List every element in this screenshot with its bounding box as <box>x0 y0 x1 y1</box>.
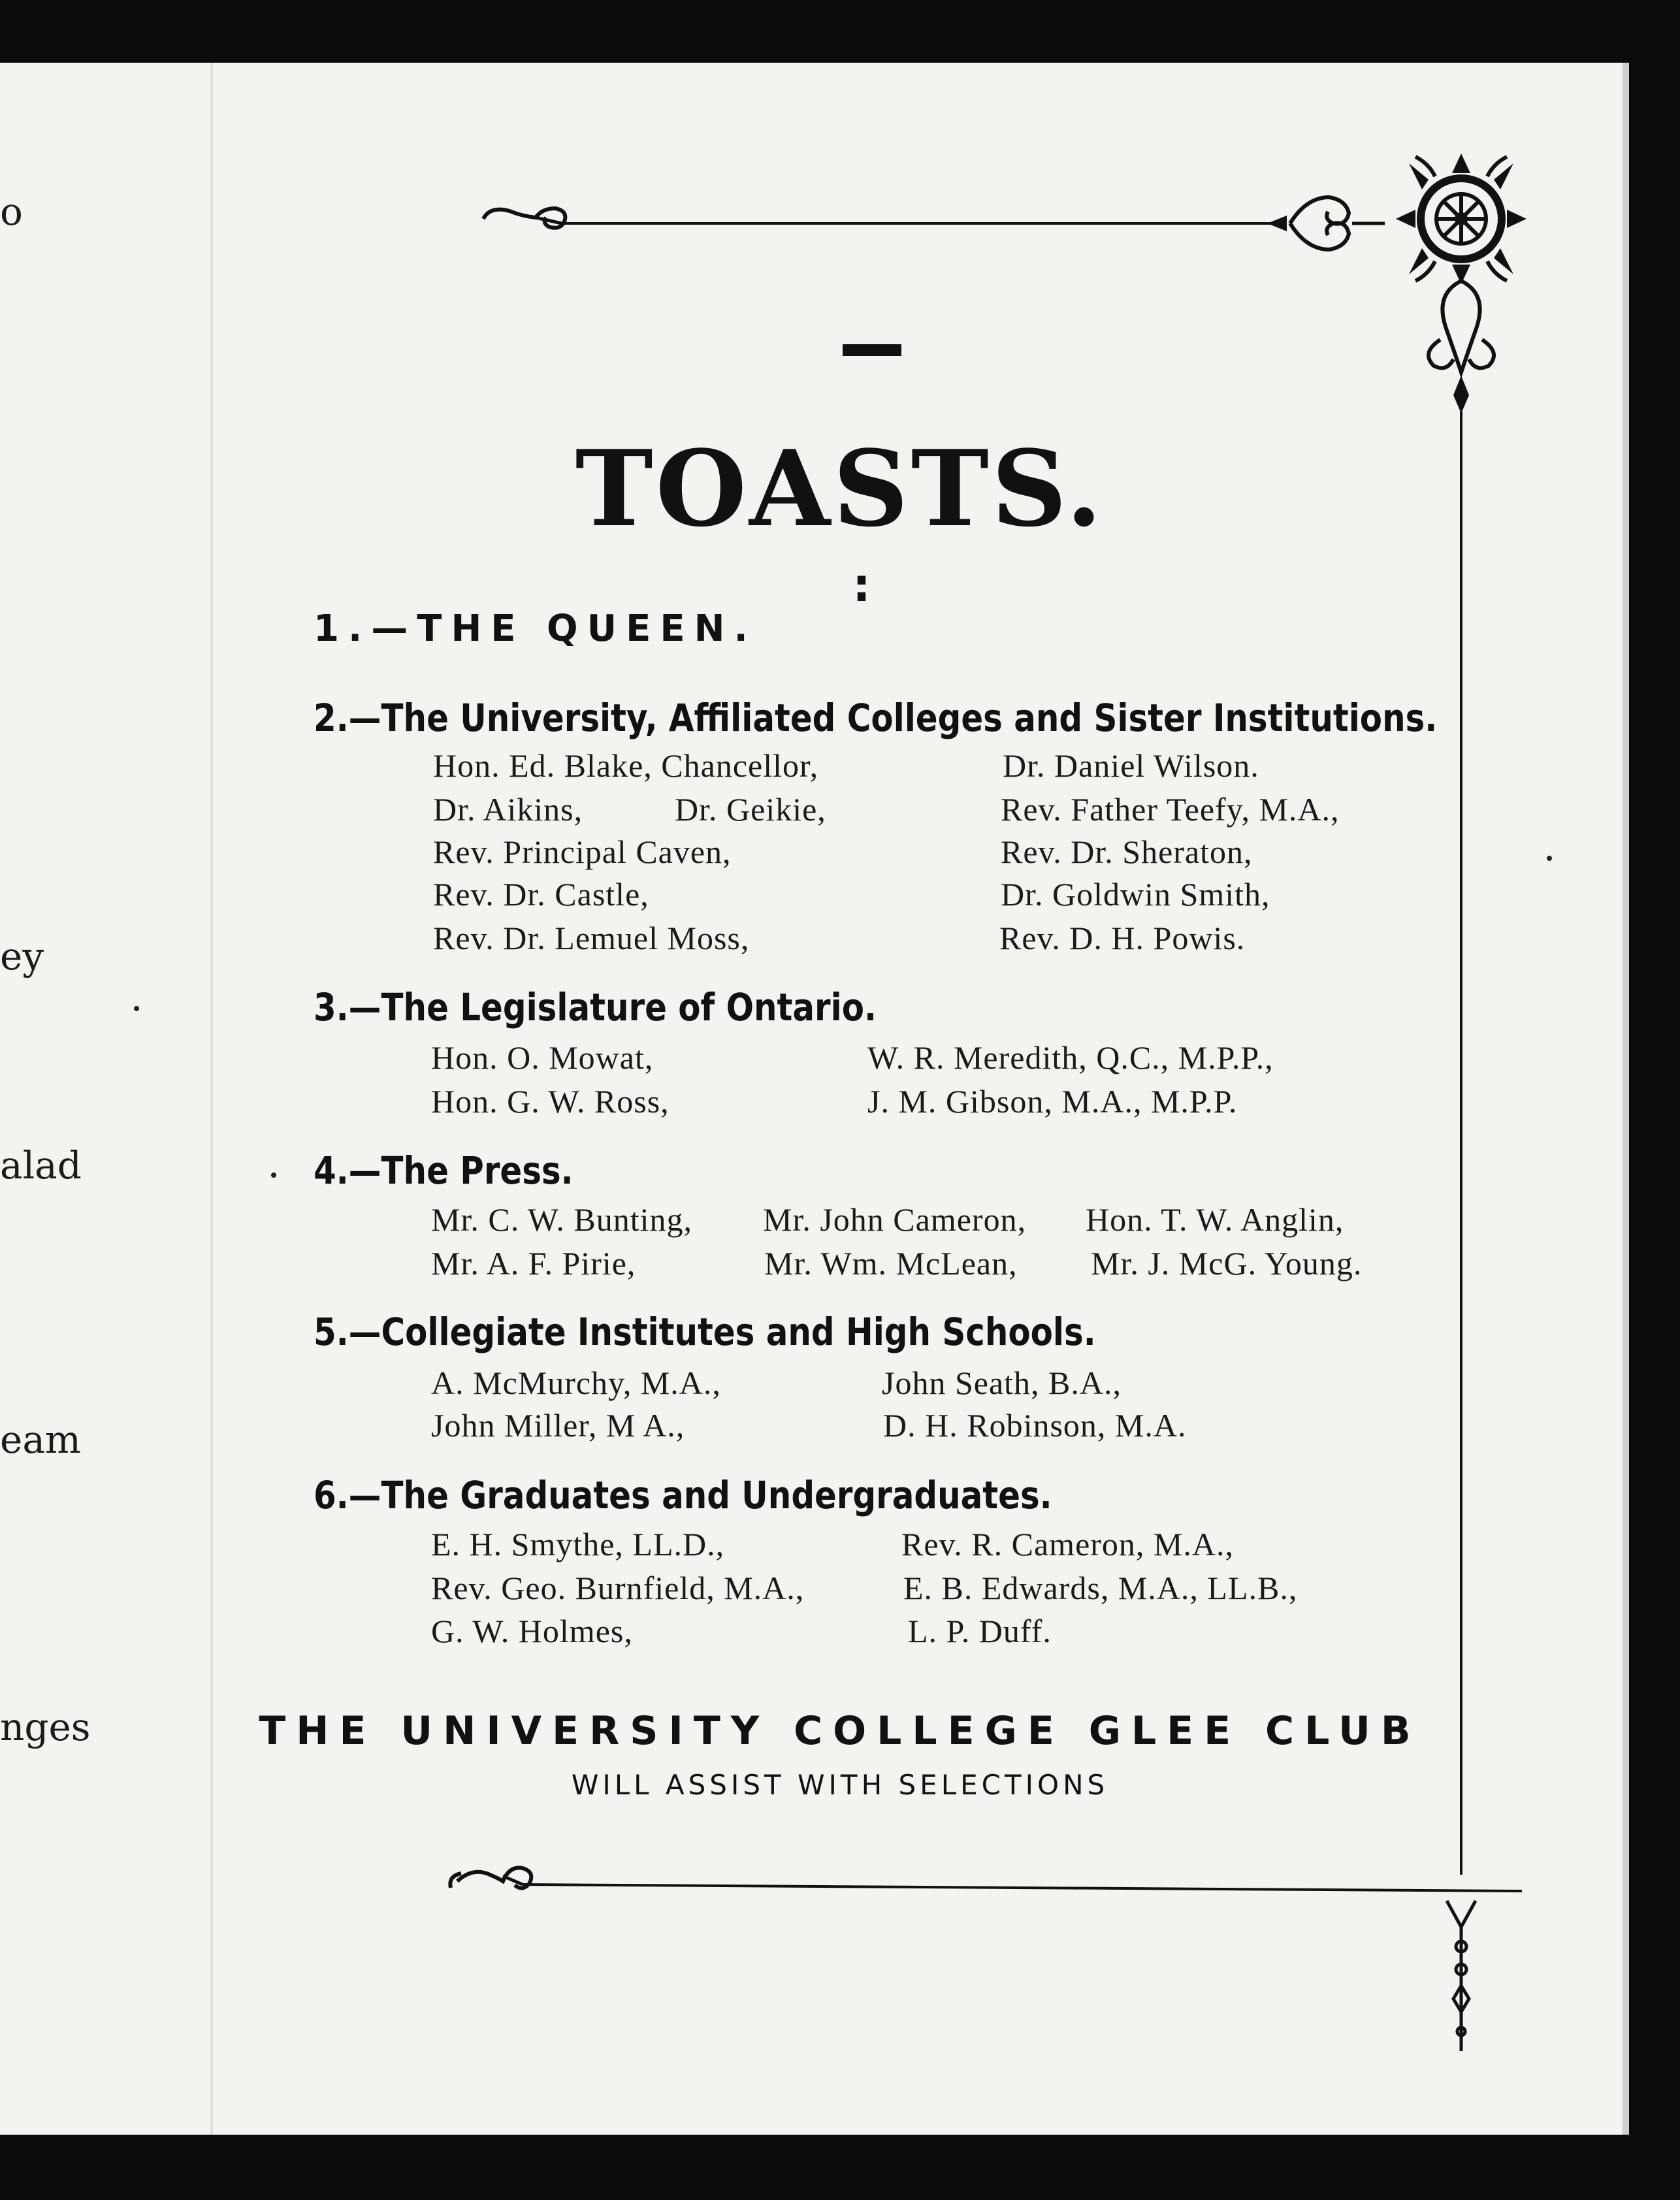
toast-person: A. McMurchy, M.A., <box>431 1365 721 1401</box>
title-text: TOASTS. <box>575 427 1105 550</box>
decorative-colon: : <box>852 558 871 612</box>
toast-person: E. H. Smythe, LL.D., <box>431 1526 725 1562</box>
toast-person: L. P. Duff. <box>908 1613 1052 1649</box>
toast-person: Mr. J. McG. Young. <box>1091 1245 1363 1282</box>
toast-person: Mr. C. W. Bunting, <box>431 1201 693 1238</box>
left-page-fragment: eam <box>0 1417 81 1462</box>
page-title <box>0 427 1680 550</box>
toast-person: W. R. Meredith, Q.C., M.P.P., <box>867 1039 1274 1076</box>
toast-person: J. M. Gibson, M.A., M.P.P. <box>867 1083 1238 1120</box>
toast-person: Mr. Wm. McLean, <box>764 1245 1018 1282</box>
toast-person: Dr. Aikins, <box>433 791 583 828</box>
toast-person: Mr. John Cameron, <box>763 1201 1027 1238</box>
left-page-fragment: o <box>0 189 23 234</box>
toast-person: Rev. Dr. Sheraton, <box>1001 833 1253 870</box>
toast-person: D. H. Robinson, M.A. <box>883 1407 1187 1444</box>
toast-heading-4: 4.—The Press. <box>314 1148 573 1193</box>
toast-person: Mr. A. F. Pirie, <box>431 1245 636 1282</box>
toast-heading-3: 3.—The Legislature of Ontario. <box>314 985 877 1029</box>
toast-person: Hon. T. W. Anglin, <box>1086 1201 1344 1238</box>
toast-person: Dr. Daniel Wilson. <box>1003 747 1259 784</box>
toast-person: John Miller, M A., <box>431 1407 685 1444</box>
toast-heading-6: 6.—The Graduates and Undergraduates. <box>314 1473 1052 1517</box>
left-page-fragment: alad <box>0 1143 82 1188</box>
toast-person: Rev. Father Teefy, M.A., <box>1001 791 1340 828</box>
toast-person: Hon. O. Mowat, <box>431 1039 654 1076</box>
toast-person: Rev. Dr. Castle, <box>433 876 649 913</box>
toast-person: Rev. Geo. Burnfield, M.A., <box>431 1570 805 1606</box>
toast-heading-1: 1.—THE QUEEN. <box>314 607 757 650</box>
toast-person: Rev. R. Cameron, M.A., <box>901 1526 1234 1562</box>
toast-heading-5: 5.—Collegiate Institutes and High Schools. <box>314 1310 1096 1354</box>
toast-person: Hon. Ed. Blake, Chancellor, <box>433 747 819 784</box>
toast-person: G. W. Holmes, <box>431 1613 633 1649</box>
toast-person: Hon. G. W. Ross, <box>431 1083 670 1120</box>
toast-person: Rev. Dr. Lemuel Moss, <box>433 920 750 956</box>
glee-club-line: THE UNIVERSITY COLLEGE GLEE CLUB <box>259 1708 1421 1754</box>
toast-person: John Seath, B.A., <box>882 1365 1122 1401</box>
toast-person: Rev. Principal Caven, <box>433 833 732 870</box>
toast-person: Rev. D. H. Powis. <box>999 920 1246 956</box>
decorative-dash <box>843 344 901 356</box>
toast-person: Dr. Geikie, <box>675 791 826 828</box>
toast-heading-2: 2.—The University, Affiliated Colleges and Sister Institutions. <box>314 696 1438 740</box>
toast-person: Dr. Goldwin Smith, <box>1001 876 1270 913</box>
toast-person: E. B. Edwards, M.A., LL.B., <box>903 1570 1298 1606</box>
left-page-fragment: ey <box>0 934 44 979</box>
glee-club-subline: WILL ASSIST WITH SELECTIONS <box>571 1769 1109 1801</box>
left-page-fragment: nges <box>0 1705 91 1749</box>
